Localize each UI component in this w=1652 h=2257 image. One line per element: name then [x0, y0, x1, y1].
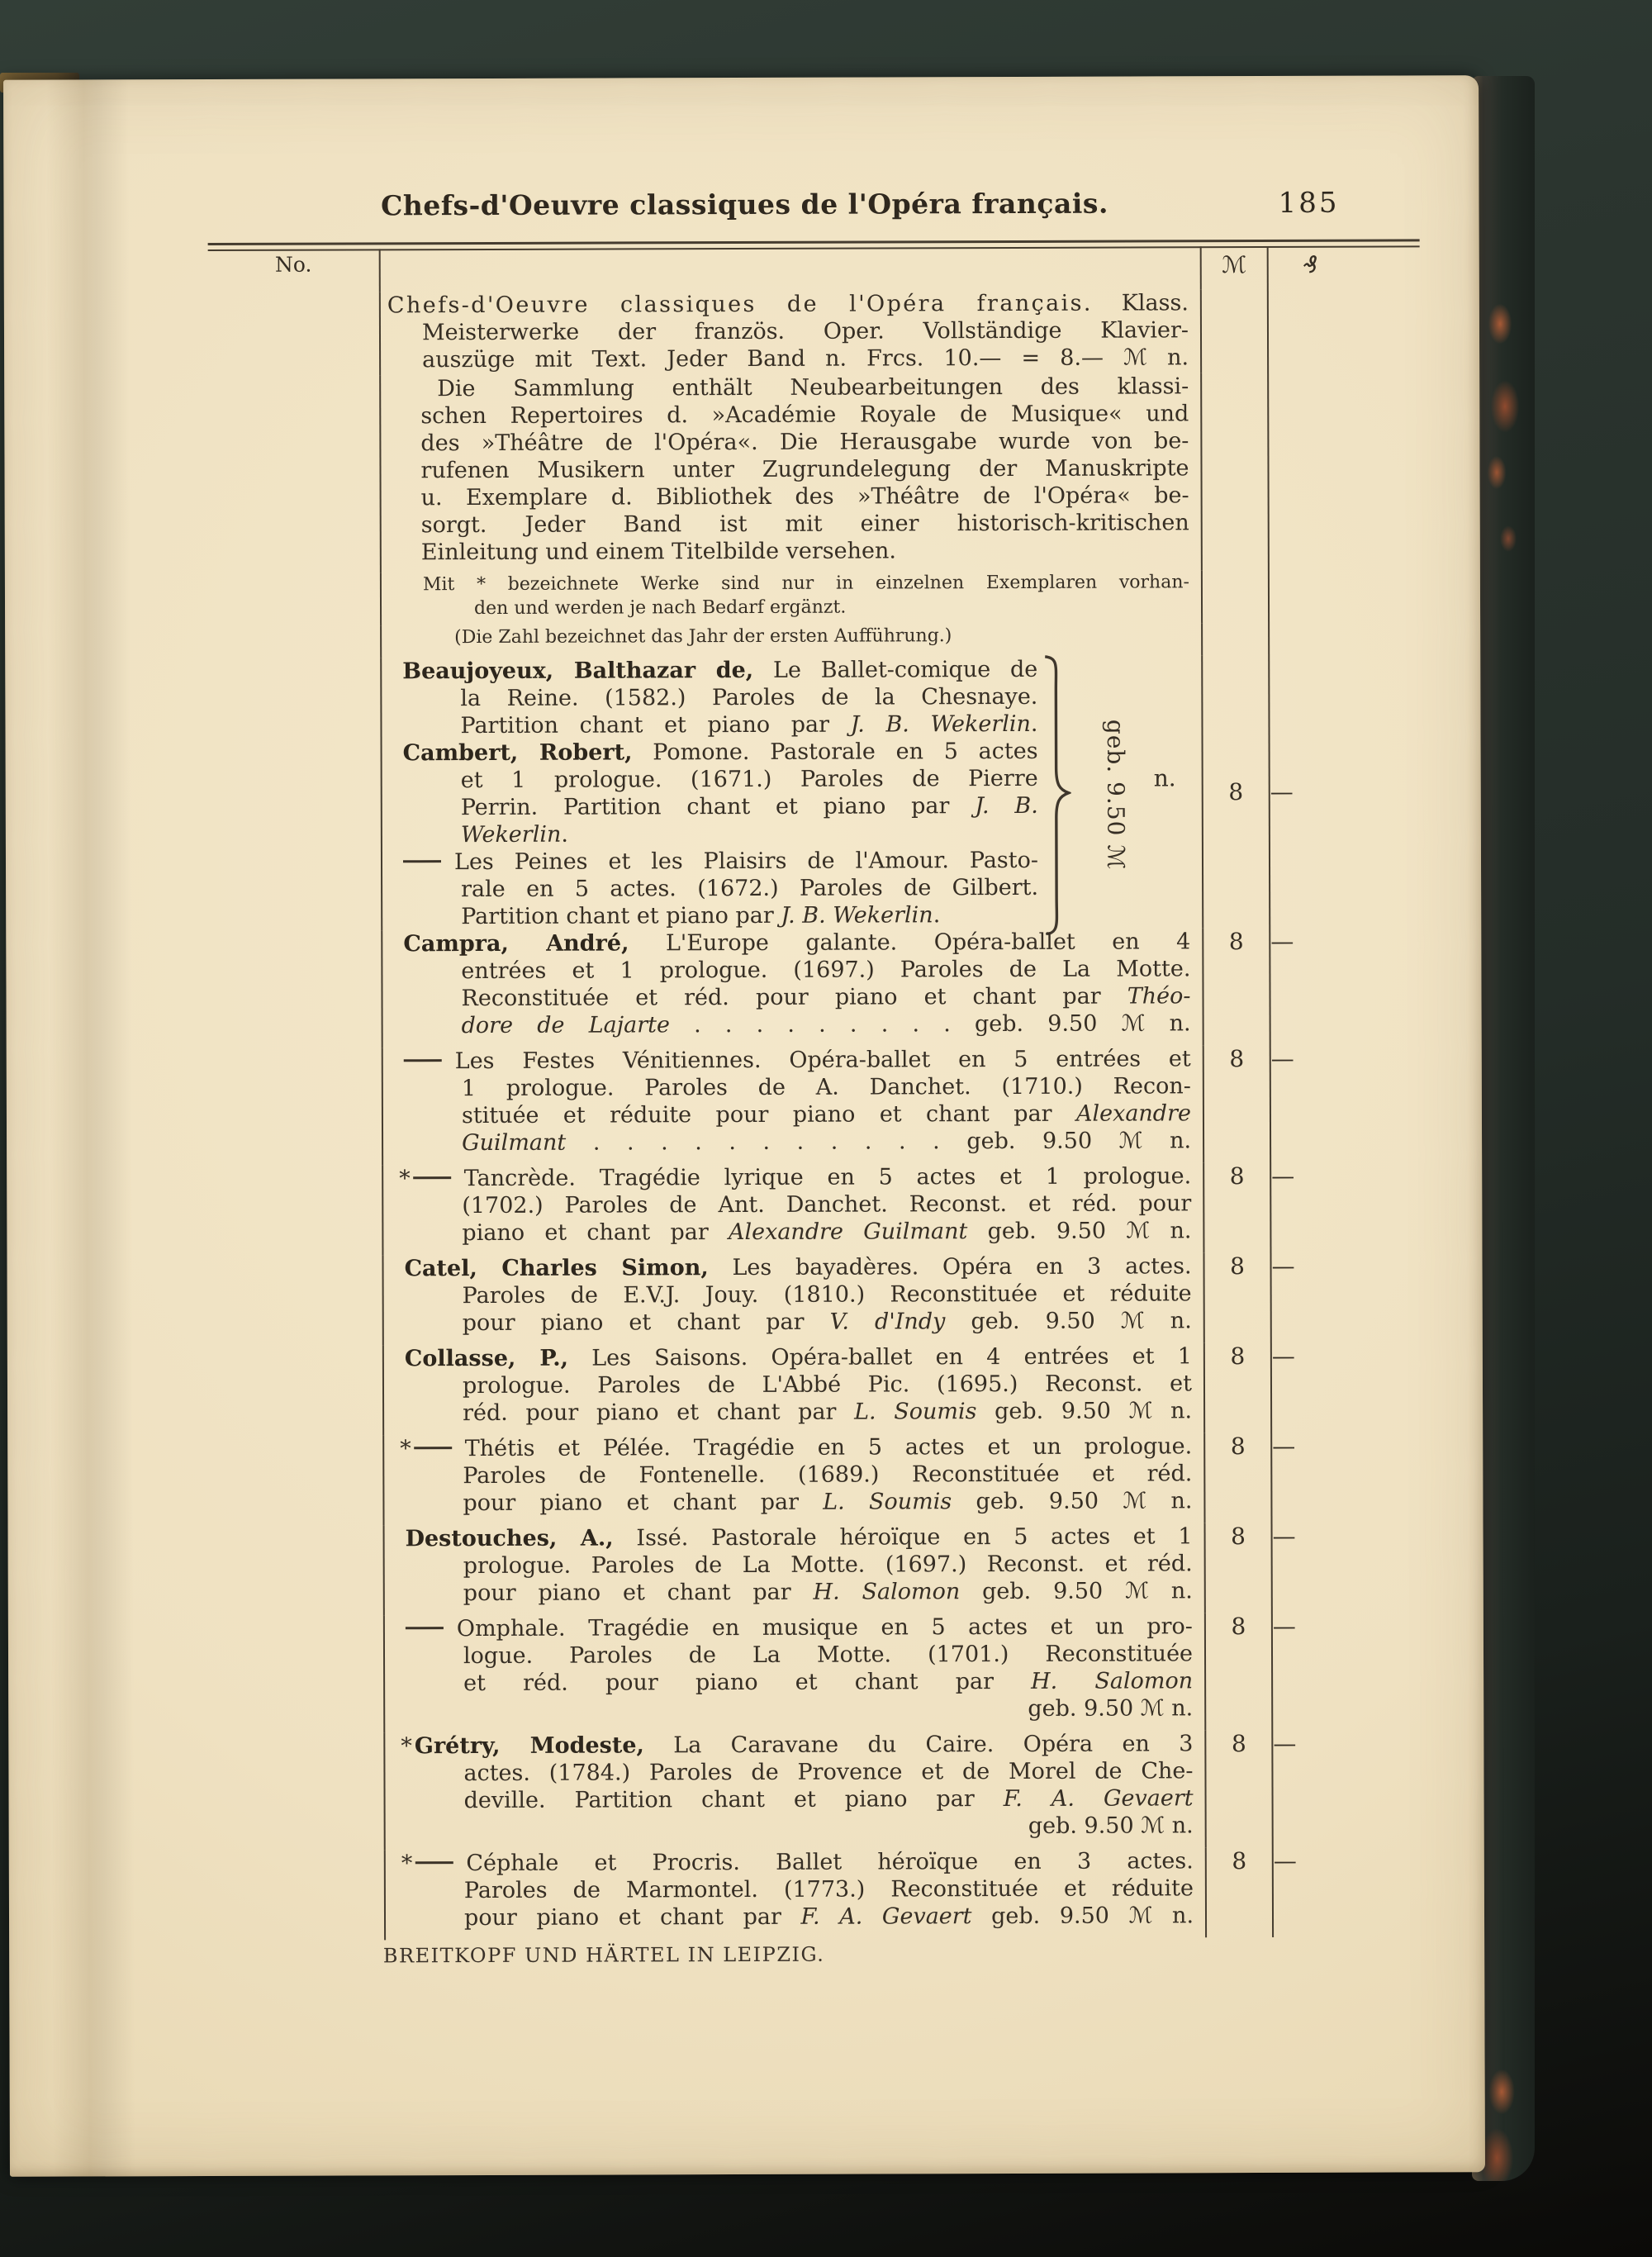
pfennig-value-cell: — — [1270, 1044, 1294, 1072]
text-segment: dore de Lajarte — [461, 1012, 670, 1039]
text-segment: J. B. — [975, 792, 1038, 820]
catalog-page — [3, 75, 1485, 2177]
text-segment: Le Ballet-comique de — [753, 656, 1038, 683]
text-segment: Partition chant et piano par — [460, 711, 851, 739]
text-segment: Thétis et Pélée. Tragédie en 5 actes et un prologue. — [464, 1433, 1193, 1462]
text-line — [382, 791, 1202, 821]
text-segment: des »Théâtre de l'Opéra«. Die Herausgabe wurde von be- — [420, 428, 1189, 457]
pfennig-column-header: ₰ — [1303, 250, 1318, 278]
text-segment: pour piano et chant par — [463, 1579, 814, 1607]
text-line — [383, 1252, 1203, 1282]
text-line — [385, 1613, 1204, 1642]
text-segment: Perrin. Partition chant et piano par — [460, 793, 976, 821]
pfennig-value-cell — [1269, 622, 1421, 655]
mark-value-cell: 8 — [1203, 1252, 1270, 1342]
entry-text-cell — [381, 655, 1203, 930]
catalog-row — [211, 1432, 1423, 1526]
text-segment: geb. 9.50 — [976, 1398, 1129, 1425]
number-cell — [212, 1732, 384, 1851]
pfennig-value-cell: — — [1272, 1432, 1296, 1460]
catalog-row — [209, 622, 1421, 658]
text-line — [384, 1460, 1203, 1490]
text-segment: geb. 9.50 — [952, 1488, 1123, 1515]
entry-text-cell — [382, 1162, 1203, 1255]
text-line — [382, 482, 1201, 511]
text-segment: ℳ — [1140, 1695, 1165, 1722]
text-segment: pour piano et chant par — [462, 1309, 830, 1337]
entry-block — [381, 289, 1200, 373]
text-segment: ℳ — [1120, 1308, 1145, 1334]
text-segment: u. Exemplare d. Bibliothek des »Théâtre de l'Opéra« be- — [420, 482, 1189, 511]
entry-text-cell — [382, 928, 1203, 1048]
text-line — [386, 1902, 1205, 1932]
entry-text-cell — [383, 1433, 1204, 1525]
text-line — [381, 316, 1200, 346]
text-segment: * — [401, 1851, 413, 1877]
text-segment: auszüge mit Text. Jeder Band n. Frcs. 10.— = 8.— — [422, 344, 1124, 373]
text-segment: Reconstituée et réd. pour piano et chant par — [461, 983, 1127, 1012]
text-segment: Grétry, Modeste, — [414, 1732, 644, 1760]
catalog-row — [212, 1522, 1424, 1616]
text-line — [386, 1784, 1205, 1814]
text-segment: J. B. Wekerlin — [850, 710, 1031, 738]
number-cell — [208, 292, 380, 376]
entry-text-cell — [383, 1342, 1204, 1435]
text-segment: entrées et 1 prologue. (1697.) Paroles de La Motte. — [461, 956, 1191, 985]
text-line — [383, 1100, 1203, 1129]
text-segment: ℳ — [1128, 1903, 1153, 1929]
text-line — [385, 1757, 1204, 1787]
text-segment: n. — [1152, 1903, 1194, 1929]
pfennig-value-cell: — — [1271, 1342, 1295, 1370]
text-line — [382, 928, 1202, 957]
mark-value-cell — [1201, 373, 1269, 570]
text-segment: sorgt. Jeder Band ist mit einer historisch-kritischen — [420, 510, 1189, 539]
text-segment: n. — [1165, 1813, 1194, 1839]
text-line — [382, 764, 1202, 794]
entry-text-cell — [381, 623, 1202, 658]
text-segment: * — [399, 1166, 411, 1192]
entry-block — [381, 373, 1201, 566]
text-line — [385, 1694, 1204, 1724]
text-segment: Guilmant — [462, 1129, 567, 1157]
text-segment: (Die Zahl bezeichnet das Jahr der ersten Aufführung.) — [454, 625, 952, 649]
text-segment: * — [401, 1733, 412, 1760]
entry-dash-rule — [415, 1861, 453, 1864]
text-line — [382, 594, 1201, 620]
catalog-row — [211, 1162, 1422, 1256]
text-line — [386, 1847, 1205, 1877]
text-segment: Les Festes Vénitiennes. Opéra-ballet en 5 entrées et — [454, 1046, 1191, 1075]
text-segment: prologue. Paroles de L'Abbé Pic. (1695.) Reconst. et — [462, 1371, 1193, 1399]
text-segment: pour piano et chant par — [463, 1903, 801, 1932]
catalog-row — [211, 1044, 1422, 1166]
text-line — [382, 655, 1201, 685]
text-segment: ℳ — [1118, 1128, 1143, 1154]
text-segment: n. — [1152, 1398, 1193, 1424]
catalog-row — [211, 1342, 1423, 1436]
text-line — [385, 1550, 1204, 1580]
text-line — [381, 400, 1200, 430]
page-title: Chefs-d'Oeuvre classiques de l'Opéra français. — [381, 187, 1108, 222]
text-segment: Céphale et Procris. Ballet héroïque en 3 actes. — [466, 1848, 1194, 1877]
text-line — [382, 570, 1201, 596]
text-segment: logue. Paroles de La Motte. (1701.) Reconstituée — [463, 1641, 1194, 1670]
text-line — [385, 1577, 1204, 1607]
text-segment: L. Soumis — [854, 1399, 977, 1425]
text-line — [384, 1280, 1203, 1309]
mark-value-cell: 8 — [1206, 1847, 1273, 1937]
text-line — [383, 1217, 1203, 1247]
entry-block — [385, 1730, 1204, 1841]
text-line — [382, 509, 1201, 539]
pfennig-value-cell: — — [1272, 1612, 1296, 1640]
text-segment: den und werden je nach Bedarf ergänzt. — [473, 596, 847, 620]
text-segment: et 1 prologue. (1671.) Paroles de Pierre — [460, 765, 1038, 794]
entry-text-cell — [384, 1730, 1205, 1850]
entry-block — [386, 1847, 1205, 1932]
number-cell — [212, 1615, 384, 1733]
table-header-row — [208, 245, 1420, 292]
text-segment: Chefs-d'Oeuvre classiques de l'Opéra français. — [387, 290, 1093, 319]
entry-dash-rule — [406, 1627, 444, 1629]
text-segment: La Caravane du Caire. Opéra en 3 — [643, 1731, 1194, 1759]
text-line — [384, 1342, 1203, 1372]
text-segment: L'Europe galante. Opéra-ballet en 4 — [629, 929, 1191, 957]
mark-value-cell: 8 — [1203, 1162, 1270, 1252]
entry-dash-rule — [404, 1059, 442, 1062]
mark-column-header: ℳ — [1201, 246, 1268, 289]
text-segment: . . . . . . . . . . . geb. 9.50 — [566, 1128, 1119, 1156]
text-segment: F. A. Gevaert — [1003, 1785, 1194, 1813]
text-segment: J. B. Wekerlin — [781, 902, 933, 929]
text-line — [381, 344, 1200, 373]
mark-sign: ℳ — [1102, 844, 1130, 871]
catalog-rows — [208, 288, 1425, 1941]
entry-block — [384, 1342, 1203, 1427]
entry-block — [382, 655, 1201, 739]
text-line — [384, 1307, 1203, 1337]
text-segment: geb. 9.50 — [1101, 719, 1130, 845]
pfennig-value-cell — [1269, 569, 1421, 623]
net-label: n. — [1153, 764, 1176, 792]
text-segment: Mit * bezeichnete Werke sind nur in einzelnen Exemplaren vorhan- — [422, 572, 1189, 596]
mark-value-cell — [1201, 289, 1268, 373]
text-segment: . — [933, 902, 941, 929]
text-segment: deville. Partition chant et piano par — [463, 1786, 1004, 1814]
text-segment: rufenen Musikern unter Zugrundelegung der Manuskripte — [420, 455, 1189, 484]
page-number: 185 — [1278, 186, 1340, 220]
text-segment: Les Saisons. Opéra-ballet en 4 entrées et 1 — [567, 1343, 1192, 1371]
catalog-row — [208, 288, 1420, 376]
text-segment: stituée et réduite pour piano et chant par — [461, 1100, 1077, 1129]
number-cell — [213, 1850, 385, 1941]
number-cell — [211, 1165, 382, 1256]
mark-value-cell: 8 — [1205, 1613, 1272, 1730]
text-line — [382, 846, 1202, 876]
text-segment: n. — [1146, 344, 1189, 371]
pfennig-value-cell: — — [1273, 1846, 1297, 1874]
text-segment: Les Peines et les Plaisirs de l'Amour. Pasto- — [453, 847, 1039, 876]
text-segment: piano et chant par — [462, 1219, 729, 1247]
text-segment: Les bayadères. Opéra en 3 actes. — [708, 1253, 1192, 1281]
title-column-header — [380, 246, 1201, 292]
text-line — [382, 982, 1202, 1012]
entry-text-cell — [380, 289, 1201, 375]
text-segment: Die Sammlung enthält Neubearbeitungen des klassi- — [437, 373, 1189, 402]
text-segment: Paroles de Fontenelle. (1689.) Reconstituée et réd. — [463, 1461, 1193, 1490]
number-cell — [211, 1048, 382, 1166]
entry-block — [385, 1613, 1204, 1724]
text-segment: Meisterwerke der französ. Oper. Vollständige Klavier- — [421, 317, 1189, 346]
text-segment: Alexandre — [1075, 1100, 1192, 1127]
text-line — [384, 1433, 1203, 1462]
pfennig-value-cell: — — [1271, 1162, 1295, 1190]
text-line — [383, 1127, 1203, 1157]
text-line — [382, 873, 1202, 903]
mark-value-cell — [1202, 623, 1269, 655]
text-segment: Tancrède. Tragédie lyrique en 5 actes et 1 prologue. — [463, 1163, 1192, 1192]
text-segment: geb. 9.50 — [971, 1903, 1129, 1930]
text-line — [383, 1010, 1203, 1039]
text-line — [382, 710, 1201, 739]
catalog-row — [209, 654, 1422, 931]
text-segment: F. A. Gevaert — [800, 1903, 972, 1930]
number-cell — [211, 1435, 383, 1526]
text-line — [381, 289, 1200, 319]
text-line — [381, 427, 1200, 457]
pfennig-value-cell: — — [1270, 777, 1294, 805]
text-line — [385, 1640, 1204, 1670]
text-segment: . — [1030, 710, 1038, 737]
text-segment: geb. 9.50 — [1028, 1695, 1141, 1722]
text-segment: ℳ — [1123, 344, 1148, 371]
entry-block — [383, 1045, 1203, 1157]
text-segment: n. — [1144, 1308, 1192, 1334]
text-segment: Campra, André, — [403, 930, 629, 957]
text-segment: Collasse, P., — [404, 1345, 569, 1372]
text-segment: Paroles de Marmontel. (1773.) Reconstituée et réduite — [463, 1875, 1194, 1904]
text-segment: Wekerlin — [460, 821, 562, 848]
text-line — [384, 1370, 1203, 1399]
text-segment: n. — [1164, 1695, 1194, 1722]
text-segment: Beaujoyeux, Balthazar de, — [402, 657, 754, 685]
text-line — [381, 373, 1200, 402]
text-segment: n. — [1145, 1010, 1191, 1037]
text-segment: Catel, Charles Simon, — [404, 1255, 709, 1282]
number-cell — [210, 930, 382, 1048]
number-cell — [209, 658, 382, 931]
pfennig-value-cell: — — [1273, 1729, 1297, 1757]
text-segment: ℳ — [1128, 1398, 1153, 1424]
text-segment: Klass. — [1092, 290, 1189, 316]
text-segment: geb. 9.50 — [945, 1308, 1121, 1335]
text-line — [382, 900, 1202, 930]
text-segment: geb. 9.50 — [1028, 1813, 1142, 1839]
entry-block — [382, 623, 1201, 649]
entry-block — [385, 1523, 1204, 1607]
text-segment: ℳ — [1123, 1488, 1147, 1514]
text-segment: (1702.) Paroles de Ant. Danchet. Reconst. et réd. pour — [462, 1190, 1192, 1219]
text-line — [383, 1162, 1203, 1192]
number-cell — [212, 1525, 384, 1616]
text-line — [384, 1397, 1203, 1427]
text-segment: n. — [1142, 1128, 1192, 1154]
text-segment: Issé. Pastorale héroïque en 5 actes et 1 — [613, 1523, 1193, 1551]
text-segment: actes. (1784.) Paroles de Provence et de Morel de Che- — [463, 1758, 1194, 1787]
text-segment: et réd. pour piano et chant par — [463, 1668, 1032, 1697]
pfennig-value-cell: — — [1270, 927, 1294, 955]
text-segment: V. d'Indy — [829, 1309, 946, 1335]
text-segment: réd. pour piano et chant par — [463, 1399, 855, 1427]
number-cell — [211, 1255, 382, 1346]
text-segment: n. — [1146, 1488, 1193, 1514]
entry-block — [382, 846, 1202, 930]
no-column-header: No. — [208, 249, 380, 292]
entry-block — [382, 928, 1202, 1039]
text-segment: rale en 5 actes. (1672.) Paroles de Gilbert. — [461, 874, 1039, 903]
text-segment: Partition chant et piano par — [461, 902, 781, 930]
text-line — [385, 1523, 1204, 1552]
mark-value-cell: 8 — [1205, 1730, 1272, 1847]
group-price-rotated — [1102, 671, 1130, 919]
text-segment: H. Salomon — [813, 1579, 961, 1605]
text-segment: Omphale. Tragédie en musique en 5 actes et un pro- — [456, 1613, 1193, 1642]
pfennig-value-cell: — — [1271, 1252, 1295, 1280]
entry-text-cell — [382, 1252, 1203, 1345]
entry-block — [383, 1252, 1203, 1337]
pfennig-value-cell — [1268, 288, 1420, 373]
pfennig-value-cell — [1268, 372, 1421, 570]
text-line — [386, 1874, 1205, 1904]
group-brace — [1042, 654, 1071, 938]
text-line — [385, 1667, 1204, 1697]
text-line — [382, 819, 1202, 848]
text-segment: schen Repertoires d. »Académie Royale de Musique« und — [420, 401, 1189, 430]
entry-dash-rule — [414, 1447, 452, 1449]
mark-value-cell: 8 — [1203, 928, 1270, 1045]
text-line — [384, 1487, 1203, 1517]
catalog-table — [208, 245, 1425, 1941]
number-cell — [211, 1345, 383, 1436]
catalog-row — [212, 1729, 1424, 1851]
text-line — [382, 536, 1201, 566]
text-segment: Destouches, A., — [405, 1525, 614, 1552]
text-segment: * — [400, 1436, 411, 1462]
text-segment: ℳ — [1126, 1218, 1151, 1244]
entry-text-cell — [385, 1847, 1206, 1940]
text-segment: la Reine. (1582.) Paroles de la Chesnaye. — [460, 683, 1038, 712]
mark-value-cell — [1202, 570, 1269, 623]
catalog-row — [208, 372, 1421, 573]
text-segment: ℳ — [1141, 1813, 1165, 1839]
text-line — [385, 1730, 1204, 1760]
entry-text-cell — [381, 570, 1202, 625]
entry-block — [382, 737, 1202, 848]
text-segment: ℳ — [1125, 1578, 1149, 1604]
text-segment: Pomone. Pastorale en 5 actes — [632, 738, 1038, 766]
text-segment: Cambert, Robert, — [402, 739, 633, 767]
text-segment: pour piano et chant par — [463, 1489, 824, 1517]
catalog-row — [210, 927, 1422, 1048]
text-line — [381, 454, 1200, 484]
entry-block — [383, 1162, 1203, 1247]
text-segment: Paroles de E.V.J. Jouy. (1810.) Reconstituée et réduite — [462, 1281, 1192, 1309]
text-line — [382, 737, 1202, 767]
text-line — [383, 1072, 1203, 1102]
text-line — [383, 1045, 1203, 1075]
entry-block — [382, 570, 1201, 620]
number-cell — [209, 573, 381, 626]
text-segment: . — [561, 821, 568, 848]
entry-dash-rule — [403, 860, 441, 862]
entry-text-cell — [382, 1045, 1203, 1165]
text-segment: Alexandre Guilmant — [728, 1219, 968, 1246]
text-line — [382, 623, 1201, 649]
text-segment: ℳ — [1121, 1010, 1146, 1037]
mark-value-cell: 8 — [1205, 1523, 1272, 1613]
mark-value-cell: 8 — [1203, 1045, 1270, 1162]
text-segment: geb. 9.50 — [967, 1218, 1127, 1245]
catalog-row — [211, 1252, 1422, 1346]
text-segment: Einleitung und einem Titelbilde versehen. — [420, 538, 896, 566]
catalog-row — [213, 1846, 1425, 1941]
text-segment: prologue. Paroles de La Motte. (1697.) Reconst. et réd. — [463, 1551, 1193, 1580]
entry-block — [384, 1433, 1203, 1517]
number-cell — [208, 375, 381, 573]
page-gutter-shadow — [46, 79, 135, 2176]
pfennig-value-cell: — — [1272, 1522, 1296, 1550]
text-line — [382, 955, 1202, 985]
text-segment: geb. 9.50 — [960, 1578, 1126, 1605]
publisher-footer: BREITKOPF UND HÄRTEL IN LEIPZIG. — [382, 1942, 825, 1968]
text-segment: L. Soumis — [823, 1489, 952, 1515]
text-segment: . . . . . . . . . geb. 9.50 — [669, 1010, 1122, 1038]
entry-text-cell — [380, 373, 1202, 573]
entry-text-cell — [384, 1523, 1205, 1615]
number-cell — [209, 625, 381, 658]
mark-value-cell: 8 — [1204, 1433, 1271, 1523]
catalog-row — [209, 569, 1421, 626]
text-segment: Théo- — [1127, 983, 1191, 1010]
text-line — [382, 682, 1201, 712]
entry-dash-rule — [413, 1176, 451, 1179]
catalog-row — [212, 1612, 1424, 1733]
mark-value-cell: 8 — [1204, 1342, 1271, 1433]
text-segment: 1 prologue. Paroles de A. Danchet. (1710.) Recon- — [461, 1073, 1191, 1102]
entry-text-cell — [384, 1613, 1205, 1732]
mark-value-cell: 8 — [1202, 655, 1270, 928]
text-segment: n. — [1150, 1218, 1192, 1244]
text-line — [386, 1812, 1205, 1841]
text-segment: n. — [1148, 1578, 1193, 1604]
text-line — [383, 1190, 1203, 1219]
text-segment: H. Salomon — [1031, 1668, 1194, 1694]
